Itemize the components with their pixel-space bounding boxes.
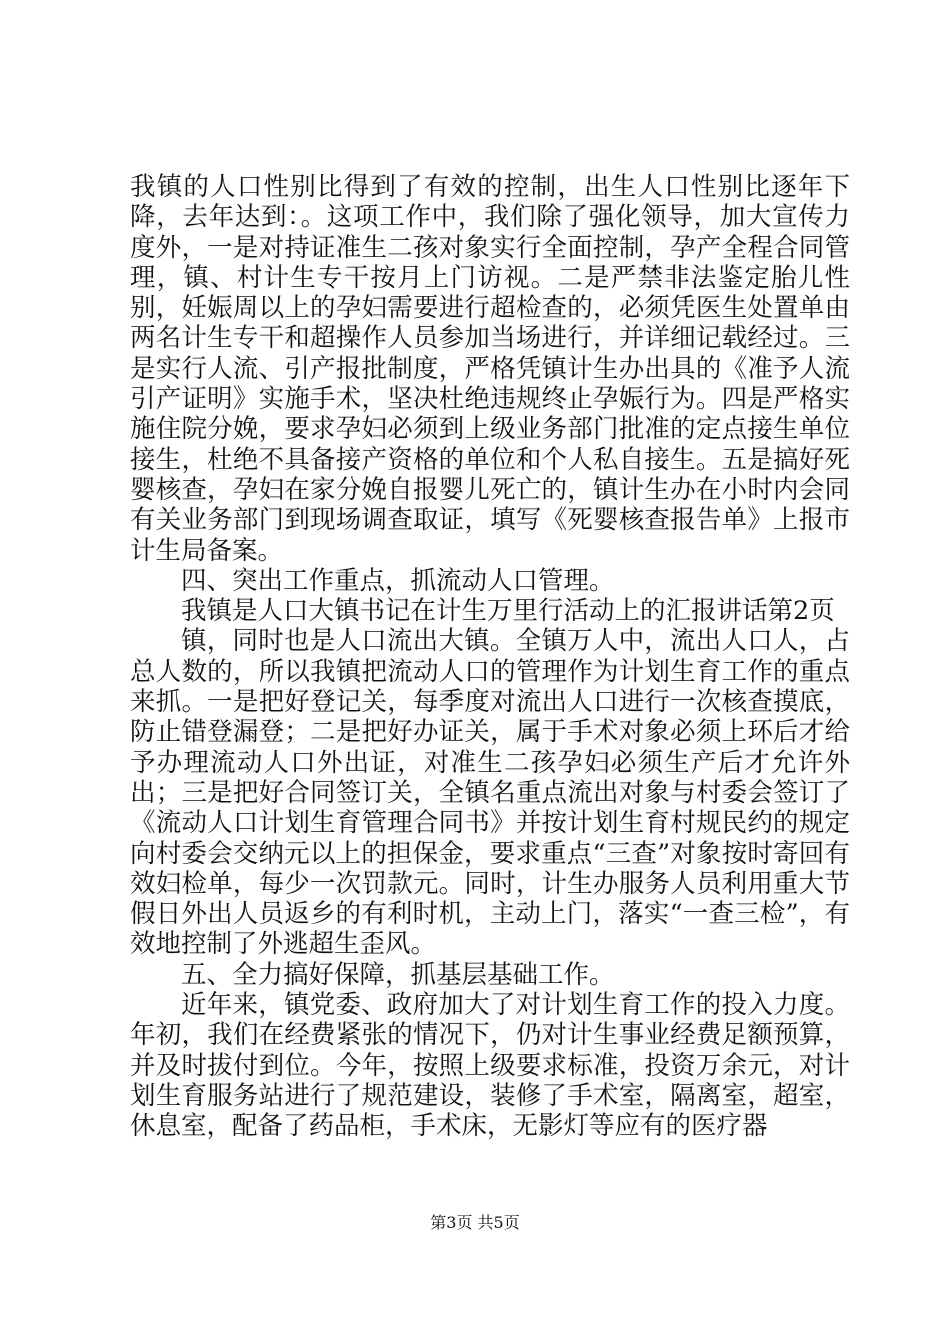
paragraph-2: 镇，同时也是人口流出大镇。全镇万人中，流出人口人，占总人数的，所以我镇把流动人口的管理作为计划生育工作的重点来抓。一是把好登记关，每季度对流出人口进行一次核查摸底，防止错登漏登；二是把好办证关，属于手术对象必须上环后才给予办理流动人口外出证，对准生二孩孕妇必须生产后才允许外出；三是把好合同签订关，全镇名重点流出对象与村委会签订了《流动人口计划生育管理合同书》并按计划生育村规民约的规定向村委会交纳元以上的担保金，要求重点“三查”对象按时寄回有效妇检单，每少一次罚款元。同时，计生办服务人员利用重大节假日外出人员返乡的有利时机，主动上门，落实“一查三检”，有效地控制了外逃超生歪风。 [130, 626, 850, 960]
section-heading-4: 四、突出工作重点，抓流动人口管理。 [181, 565, 615, 596]
paragraph-3: 近年来，镇党委、政府加大了对计划生育工作的投入力度。年初，我们在经费紧张的情况下，仍对计生事业经费足额预算，并及时拔付到位。今年，按照上级要求标准，投资万余元，对计划生育服务站进行了规范建设，装修了手术室，隔离室，超室，休息室，配备了药品柜，手术床，无影灯等应有的医疗器 [130, 990, 850, 1142]
document-body [130, 172, 850, 1142]
paragraph-1: 我镇的人口性别比得到了有效的控制，出生人口性别比逐年下降，去年达到：。这项工作中，我们除了强化领导，加大宣传力度外，一是对持证准生二孩对象实行全面控制，孕产全程合同管理，镇、村计生专干按月上门访视。二是严禁非法鉴定胎儿性别，妊娠周以上的孕妇需要进行超检查的，必须凭医生处置单由两名计生专干和超操作人员参加当场进行，并详细记载经过。三是实行人流、引产报批制度，严格凭镇计生办出具的《准予人流引产证明》实施手术，坚决杜绝违规终止孕娠行为。四是严格实施住院分娩，要求孕妇必须到上级业务部门批准的定点接生单位接生，杜绝不具备接产资格的单位和个人私自接生。五是搞好死婴核查，孕妇在家分娩自报婴儿死亡的，镇计生办在小时内会同有关业务部门到现场调查取证，填写《死婴核查报告单》上报市计生局备案。 [130, 172, 850, 566]
paragraph-header-fragment: 我镇是人口大镇书记在计生万里行活动上的汇报讲话第2页 [181, 596, 835, 627]
section-heading-5: 五、全力搞好保障，抓基层基础工作。 [181, 959, 615, 990]
page-number-footer: 第3页 共5页 [430, 1213, 520, 1232]
